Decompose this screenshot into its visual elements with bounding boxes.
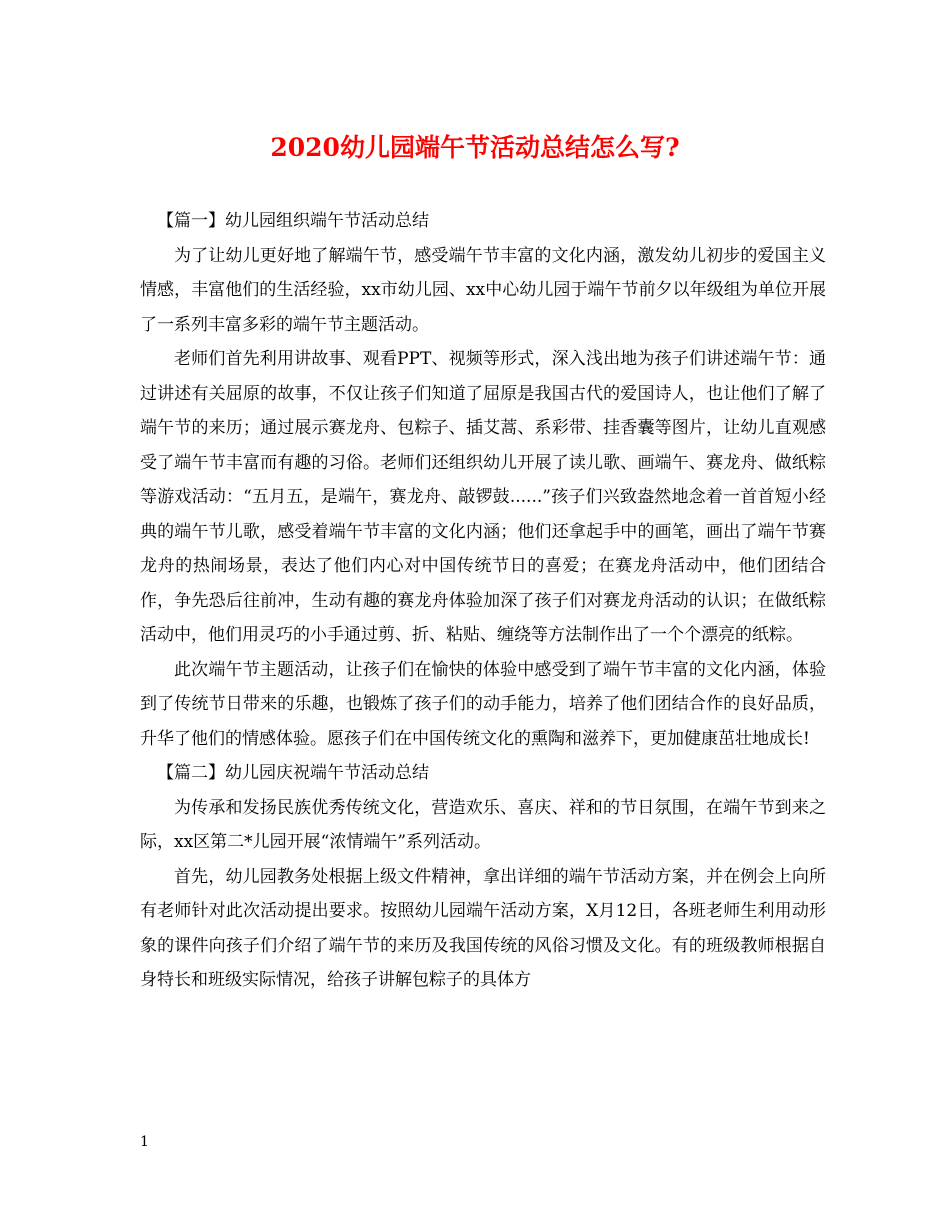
paragraph: 为了让幼儿更好地了解端午节，感受端午节丰富的文化内涵，激发幼儿初步的爱国主义情感，丰富他们的生活经验，xx市幼儿园、xx中心幼儿园于端午节前夕以年级组为单位开展了一系列丰富多彩的端午节主题活动。 xyxy=(140,245,826,335)
document-body xyxy=(140,204,826,998)
section-heading-1: 【篇一】幼儿园组织端午节活动总结 xyxy=(157,211,429,231)
page-number: 1 xyxy=(140,1134,149,1150)
paragraph: 此次端午节主题活动，让孩子们在愉快的体验中感受到了端午节丰富的文化内涵，体验到了传统节日带来的乐趣，也锻炼了孩子们的动手能力，培养了他们团结合作的良好品质，升华了他们的情感体验。愿孩子们在中国传统文化的熏陶和滋养下，更加健康茁壮地成长! xyxy=(140,659,826,749)
section-heading-2: 【篇二】幼儿园庆祝端午节活动总结 xyxy=(157,763,429,783)
paragraph: 为传承和发扬民族优秀传统文化，营造欢乐、喜庆、祥和的节日氛围，在端午节到来之际，xx区第二*儿园开展“浓情端午”系列活动。 xyxy=(140,797,826,852)
document-title: 2020幼儿园端午节活动总结怎么写? xyxy=(270,133,680,162)
paragraph: 首先，幼儿园教务处根据上级文件精神，拿出详细的端午节活动方案，并在例会上向所有老师针对此次活动提出要求。按照幼儿园端午活动方案，X月12日，各班老师生利用动形象的课件向孩子们介绍了端午节的来历及我国传统的风俗习惯及文化。有的班级教师根据自身特长和班级实际情况，给孩子讲解包粽子的具体方 xyxy=(140,866,826,990)
paragraph: 老师们首先利用讲故事、观看PPT、视频等形式，深入浅出地为孩子们讲述端午节：通过讲述有关屈原的故事，不仅让孩子们知道了屈原是我国古代的爱国诗人，也让他们了解了端午节的来历；通过展示赛龙舟、包粽子、插艾蒿、系彩带、挂香囊等图片，让幼儿直观感受了端午节丰富而有趣的习俗。老师们还组织幼儿开展了读儿歌、画端午、赛龙舟、做纸粽等游戏活动：“五月五，是端午，赛龙舟、敲锣鼓......”孩子们兴致盎然地念着一首首短小经典的端午节儿歌，感受着端午节丰富的文化内涵；他们还拿起手中的画笔，画出了端午节赛龙舟的热闹场景，表达了他们内心对中国传统节日的喜爱；在赛龙舟活动中，他们团结合作，争先恐后往前冲，生动有趣的赛龙舟体验加深了孩子们对赛龙舟活动的认识；在做纸粽活动中，他们用灵巧的小手通过剪、折、粘贴、缠绕等方法制作出了一个个漂亮的纸粽。 xyxy=(140,349,826,645)
